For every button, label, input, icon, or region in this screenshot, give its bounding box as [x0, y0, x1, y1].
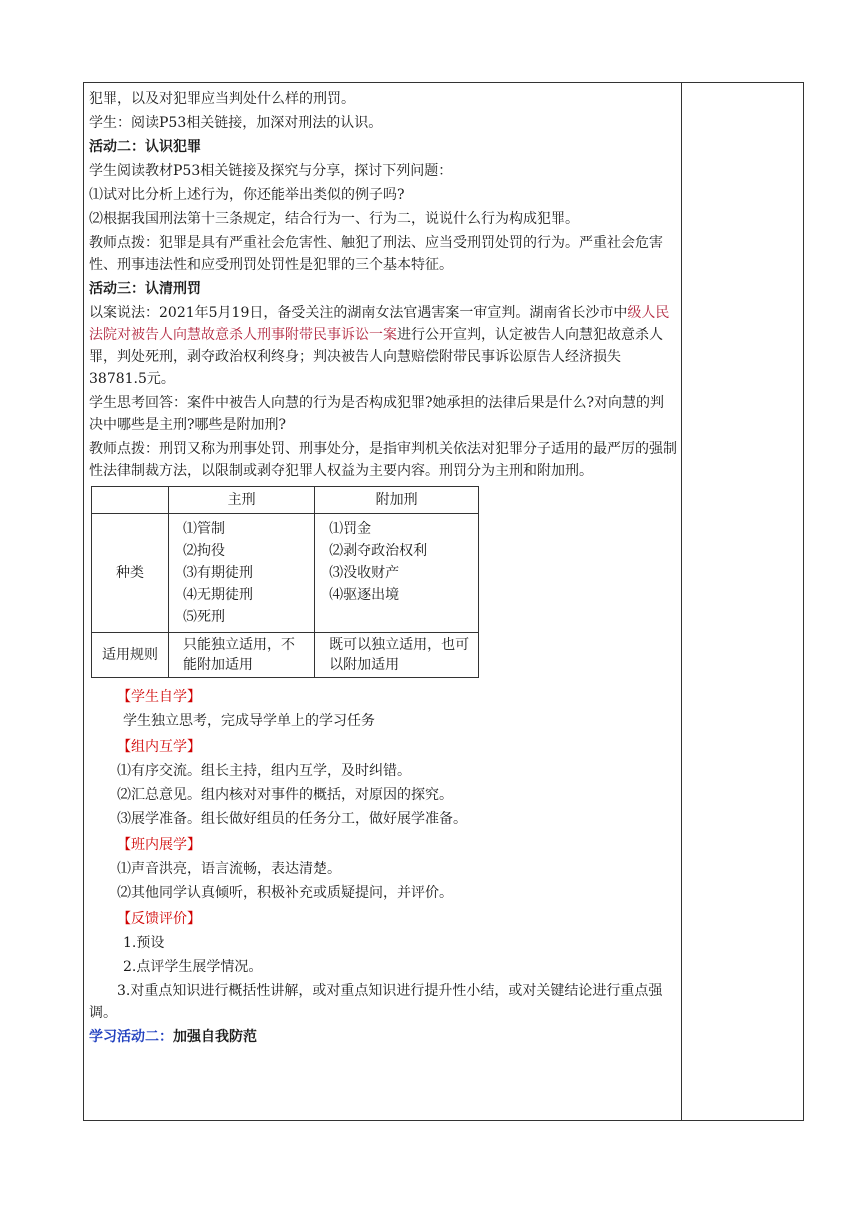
learning-activity-two [89, 1026, 677, 1048]
list-item: ⑴声音洪亮，语言流畅，表达清楚。 [117, 861, 341, 877]
lesson-content [89, 86, 677, 1050]
activity-label: 学习活动二： [89, 1029, 173, 1045]
question-2: ⑵根据我国刑法第十三条规定，结合行为一、行为二，说说什么行为构成犯罪。 [89, 211, 579, 227]
teacher-note-2: 教师点拨：刑罚又称为刑事处罚、刑事处分，是指审判机关依法对犯罪分子适用的最严厉的强制性法律制裁方法，以限制或剥夺犯罪人权益为主要内容。刑罚分为主刑和附加刑。 [89, 441, 677, 479]
question-1: ⑴试对比分析上述行为，你还能举出类似的例子吗? [89, 187, 405, 203]
table-row [92, 633, 479, 678]
list-item: ⑶有期徒刑 [183, 565, 253, 581]
list-item: ⑶展学准备。组长做好组员的任务分工，做好展学准备。 [117, 811, 467, 827]
self-study-title: 【学生自学】 [117, 689, 201, 705]
feedback-title: 【反馈评价】 [117, 911, 201, 927]
extra-rule-cell: 既可以独立适用，也可以附加适用 [315, 633, 479, 678]
text-line: 学生阅读教材P53相关链接及探究与分享，探讨下列问题： [89, 163, 453, 179]
case-text-a: 以案说法：2021年5月19日，备受关注的湖南女法官遇害案一审宣判。湖南省长沙市中 [89, 305, 628, 321]
penalty-table [91, 486, 479, 678]
list-item: ⑵汇总意见。组内核对对事件的概括，对原因的探究。 [117, 787, 453, 803]
row-label-types: 种类 [92, 514, 169, 633]
case-text-highlight: 级人民法院对被告人向慧故意杀人刑事附带民事诉讼一案 [89, 305, 670, 343]
list-item: ⑵其他同学认真倾听，积极补充或质疑提问，并评价。 [117, 885, 453, 901]
text-line: 犯罪，以及对犯罪应当判处什么样的刑罚。 [89, 91, 355, 107]
case-text-c: 进行公开宣判，认定被告人向慧犯故意杀人罪，判处死刑，剥夺政治权利终身；判决被告人向慧赔偿附带民事诉讼原告人经济损失38781.5元。 [89, 327, 663, 387]
feedback-point-3: 3.对重点知识进行概括性讲解，或对重点知识进行提升性小结，或对关键结论进行重点强调。 [89, 983, 663, 1021]
main-items-cell [169, 514, 315, 633]
text-line: 学生：阅读P53相关链接，加深对刑法的认识。 [89, 115, 383, 131]
student-question: 学生思考回答：案件中被告人向慧的行为是否构成犯罪?她承担的法律后果是什么?对向慧的判决中哪些是主刑?哪些是附加刑? [89, 395, 665, 433]
activity-two-heading: 活动二：认识犯罪 [89, 139, 201, 155]
activity-title: 加强自我防范 [173, 1029, 257, 1045]
list-item: ⑴管制 [183, 521, 225, 537]
table-corner [92, 487, 169, 514]
list-item: ⑵拘役 [183, 543, 225, 559]
list-item: ⑸死刑 [183, 609, 225, 625]
list-item: ⑴罚金 [329, 521, 372, 537]
self-study-text: 学生独立思考，完成导学单上的学习任务 [123, 713, 375, 729]
activity-three-heading: 活动三：认清刑罚 [89, 281, 201, 297]
column-divider [681, 82, 682, 1121]
header-extra: 附加刑 [315, 487, 479, 514]
list-item: ⑶没收财产 [329, 565, 400, 581]
header-main: 主刑 [169, 487, 315, 514]
group-study-title: 【组内互学】 [117, 739, 201, 755]
main-rule-cell: 只能独立适用，不能附加适用 [169, 633, 315, 678]
table-row [92, 487, 479, 514]
list-item: 2.点评学生展学情况。 [123, 959, 263, 975]
list-item: ⑴有序交流。组长主持，组内互学，及时纠错。 [117, 763, 411, 779]
case-paragraph [89, 302, 677, 390]
list-item: ⑷无期徒刑 [183, 587, 253, 603]
class-show-title: 【班内展学】 [117, 837, 201, 853]
list-item: 1.预设 [123, 935, 165, 951]
list-item: ⑵剥夺政治权利 [329, 543, 428, 559]
extra-items-cell [315, 514, 479, 633]
table-row [92, 514, 479, 633]
row-label-rules: 适用规则 [92, 633, 169, 678]
teacher-note-1: 教师点拨：犯罪是具有严重社会危害性、触犯了刑法、应当受刑罚处罚的行为。严重社会危害性、刑事违法性和应受刑罚处罚性是犯罪的三个基本特征。 [89, 235, 663, 273]
list-item: ⑷驱逐出境 [329, 587, 400, 603]
